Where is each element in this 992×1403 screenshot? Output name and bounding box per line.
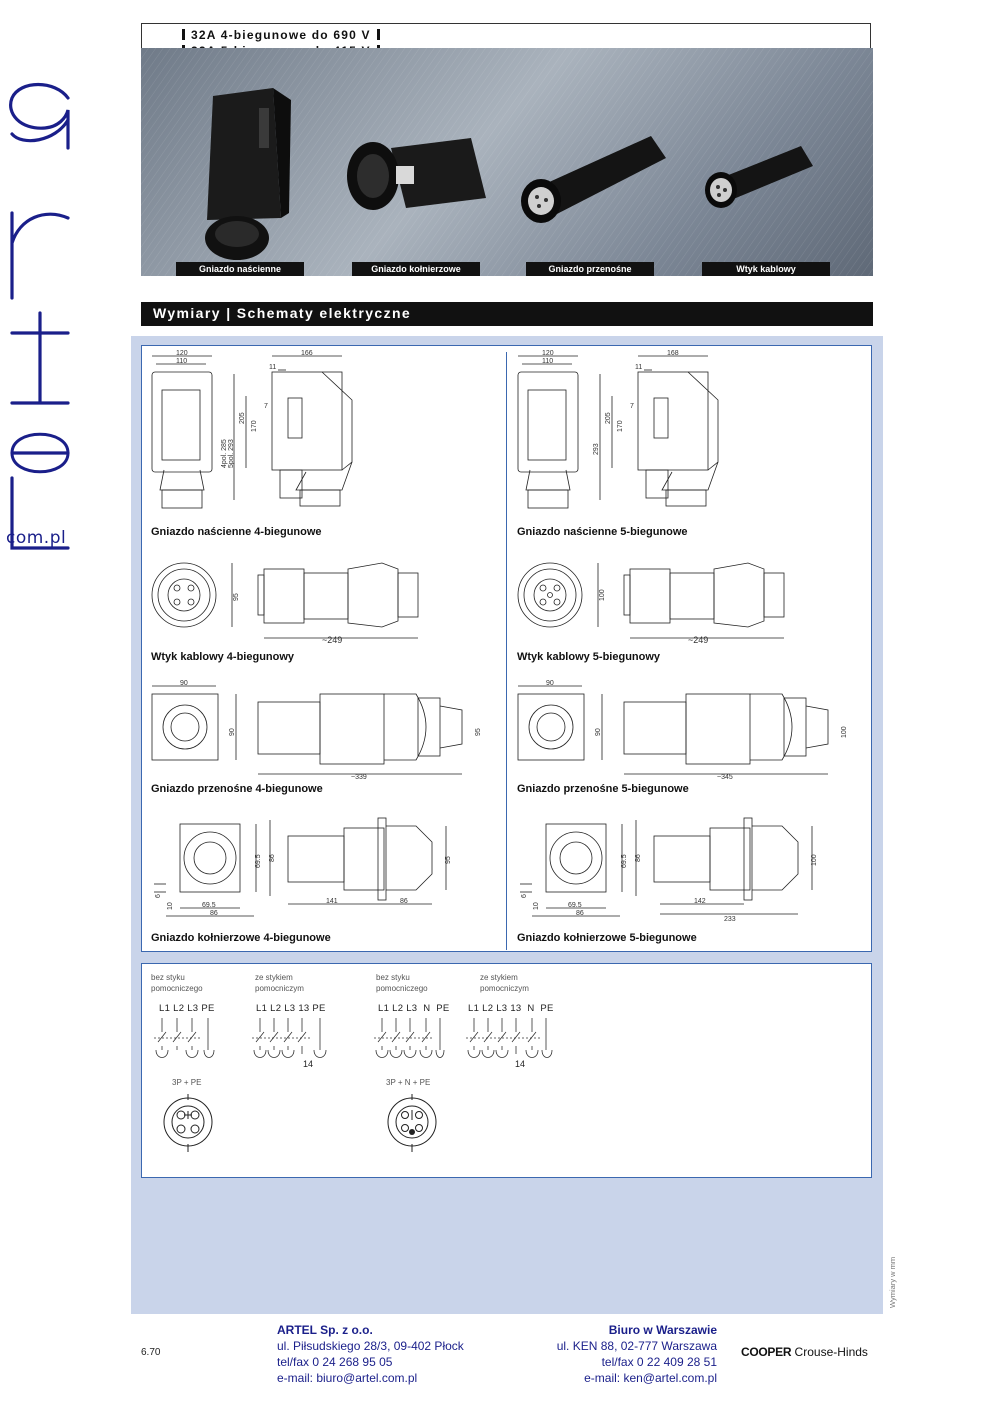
company-phone: tel/fax 0 24 268 95 05 (277, 1355, 393, 1369)
dim-293: 5pol. 293 (228, 439, 235, 468)
dim-170: 170 (251, 420, 258, 432)
dim-205: 205 (239, 412, 246, 424)
caption-flange-5: Gniazdo kołnierzowe 5-biegunowe (517, 932, 697, 944)
page-number: 6.70 (141, 1347, 161, 1358)
dim-b86: 86 (576, 910, 584, 917)
dim-a695: 69.5 (255, 854, 262, 868)
caption-portable-4: Gniazdo przenośne 4-biegunowe (151, 783, 323, 795)
dim-a86: 86 (635, 854, 642, 862)
dim-d6: 6 (155, 894, 162, 898)
schema-2-label: ze stykiem pomocniczym (255, 973, 304, 993)
dim-w: 90 (180, 680, 188, 687)
dim-len: ~345 (717, 774, 733, 780)
wall-socket-5-drawing (512, 350, 732, 520)
socket-face-4p (160, 1090, 220, 1160)
dim-h: 90 (595, 728, 602, 736)
schema-3-label: bez styku pomocniczego (376, 973, 428, 993)
schema-2-poles: L1 L2 L3 13 PE (256, 1003, 326, 1014)
dim-dia: 95 (475, 728, 482, 736)
caption-wall-5: Gniazdo naścienne 5-biegunowe (517, 526, 688, 538)
company-address (277, 1322, 464, 1386)
aux-14-b: 14 (515, 1059, 526, 1069)
dim-w: 90 (546, 680, 554, 687)
dim-len: ~249 (322, 635, 343, 645)
section-title: Wymiary | Schematy elektryczne (153, 305, 412, 321)
product-label-flange: Gniazdo kołnierzowe (352, 262, 480, 276)
aux-14-a: 14 (303, 1059, 314, 1069)
schema-3-poles: L1 L2 L3 N PE (378, 1003, 450, 1014)
config-3p-n-pe: 3P + N + PE (386, 1078, 431, 1087)
flange-socket-4-drawing (146, 812, 466, 924)
dim-dia: 100 (599, 589, 606, 601)
dim-dia: 100 (841, 726, 848, 738)
flange-socket-5-drawing (512, 812, 832, 924)
dim-depth: 166 (301, 350, 313, 357)
company-street: ul. Piłsudskiego 28/3, 09-402 Płock (277, 1339, 464, 1353)
units-note: Wymiary w mm (888, 1256, 897, 1308)
dim-b695: 69.5 (202, 902, 216, 909)
dim-dia: 95 (233, 593, 240, 601)
dim-a695: 69.5 (621, 854, 628, 868)
config-3p-pe: 3P + PE (172, 1078, 202, 1087)
dim-d10: 10 (533, 902, 540, 910)
portable-socket-4-drawing (146, 680, 486, 780)
caption-plug-5: Wtyk kablowy 5-biegunowy (517, 651, 661, 663)
product-photos (141, 48, 873, 276)
dim-b695: 69.5 (568, 902, 582, 909)
product-label-plug: Wtyk kablowy (702, 262, 830, 276)
dim-205: 205 (605, 412, 612, 424)
section-header (141, 302, 873, 326)
dim-d233: 233 (724, 916, 736, 923)
office-email[interactable]: e-mail: ken@artel.com.pl (584, 1371, 717, 1385)
product-label-portable: Gniazdo przenośne (526, 262, 654, 276)
dim-d10: 10 (167, 902, 174, 910)
office-address (520, 1322, 717, 1386)
panel-divider (506, 352, 507, 950)
cooper-crouse-hinds-logo: COOPER Crouse-Hinds (741, 1345, 868, 1359)
dim-len: ~249 (688, 635, 709, 645)
dim-w2: 110 (542, 358, 554, 365)
dim-depth: 168 (667, 350, 679, 357)
caption-plug-4: Wtyk kablowy 4-biegunowy (151, 651, 295, 663)
dim-a86: 86 (269, 854, 276, 862)
dim-w1: 120 (542, 350, 554, 357)
product-banner (141, 48, 873, 276)
office-street: ul. KEN 88, 02-777 Warszawa (556, 1339, 717, 1353)
dim-7: 7 (630, 403, 634, 410)
office-name: Biuro w Warszawie (608, 1323, 717, 1337)
flange-socket-photo (347, 138, 486, 210)
schema-4-poles: L1 L2 L3 13 N PE (468, 1003, 554, 1014)
brand-domain: com.pl (6, 528, 67, 548)
dim-293: 293 (593, 443, 600, 455)
caption-portable-5: Gniazdo przenośne 5-biegunowe (517, 783, 689, 795)
caption-wall-4: Gniazdo naścienne 4-biegunowe (151, 526, 322, 538)
schema-4-label: ze stykiem pomocniczym (480, 973, 529, 993)
dim-w1: 120 (176, 350, 188, 357)
portable-socket-5-drawing (512, 680, 852, 780)
schema-1-poles: L1 L2 L3 PE (159, 1003, 215, 1014)
socket-face-5p (384, 1090, 444, 1160)
dim-b86: 86 (210, 910, 218, 917)
dim-h: 90 (229, 728, 236, 736)
dim-d142: 142 (694, 898, 706, 905)
product-label-wall: Gniazdo naścienne (176, 262, 304, 276)
caption-flange-4: Gniazdo kołnierzowe 4-biegunowe (151, 932, 331, 944)
dim-len: ~339 (351, 774, 367, 780)
dim-d6: 6 (521, 894, 528, 898)
office-phone: tel/fax 0 22 409 28 51 (601, 1355, 717, 1369)
artel-logo (0, 58, 90, 558)
dim-d100: 100 (811, 854, 818, 866)
company-email[interactable]: e-mail: biuro@artel.com.pl (277, 1371, 418, 1385)
dim-285: 4pol. 285 (221, 439, 228, 468)
company-name: ARTEL Sp. z o.o. (277, 1323, 373, 1337)
cable-plug-5-drawing (512, 555, 792, 647)
dim-7: 7 (264, 403, 268, 410)
wiring-diagrams (150, 1014, 570, 1074)
dim-d141: 141 (326, 898, 338, 905)
dim-d95: 95 (445, 856, 452, 864)
dim-11: 11 (269, 364, 277, 371)
dim-11: 11 (635, 364, 643, 371)
dim-w2: 110 (176, 358, 188, 365)
spec-line-1: 32A 4-biegunowe do 690 V (176, 28, 386, 42)
dim-d86: 86 (400, 898, 408, 905)
dim-170: 170 (617, 420, 624, 432)
schema-1-label: bez styku pomocniczego (151, 973, 203, 993)
cable-plug-4-drawing (146, 555, 426, 647)
wall-socket-4-drawing (146, 350, 366, 520)
